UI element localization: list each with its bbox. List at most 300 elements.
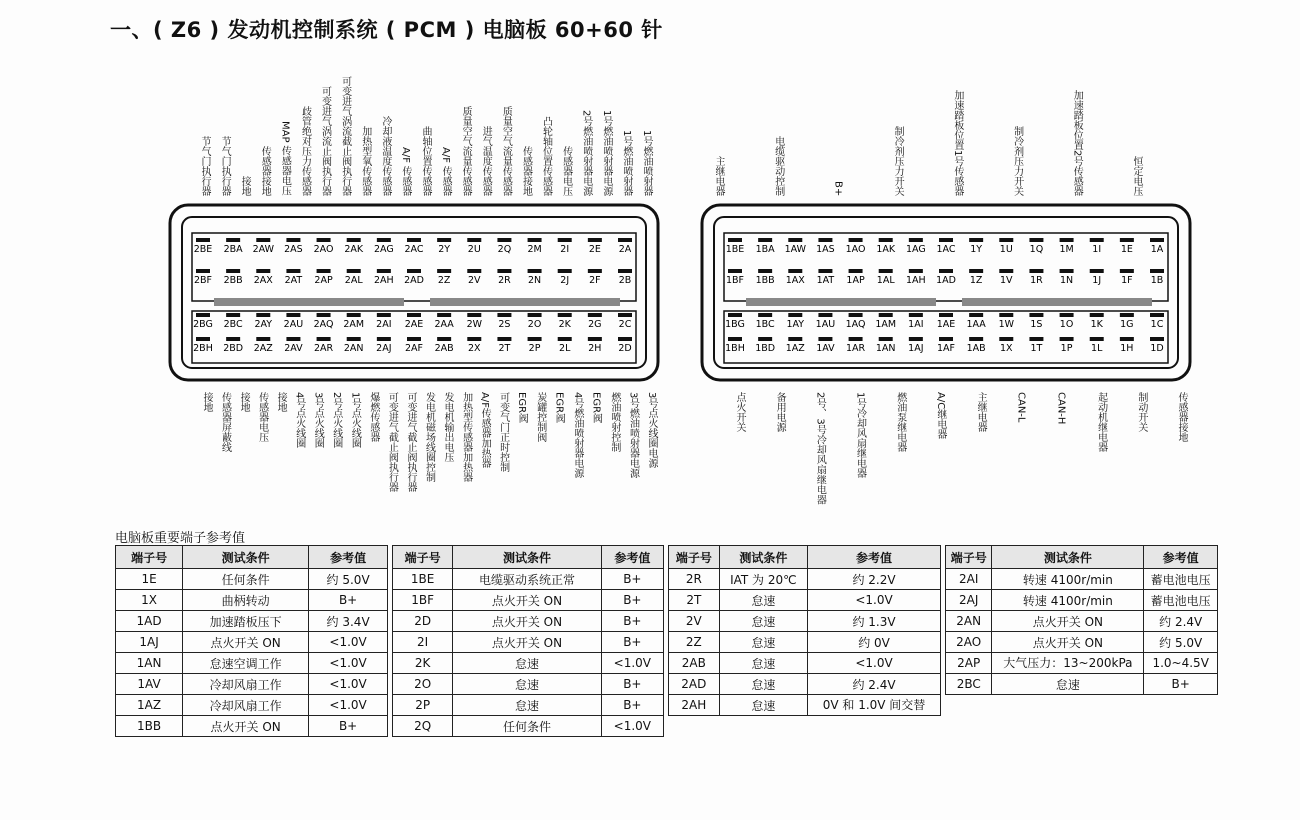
condition-cell: 怠速 xyxy=(992,674,1144,695)
pin-marker xyxy=(497,337,511,341)
pin-marker xyxy=(256,238,270,242)
condition-cell: 点火开关 ON xyxy=(453,632,601,653)
pin-marker xyxy=(818,313,832,317)
pin-label: 1AI xyxy=(908,319,924,330)
pin-marker xyxy=(969,337,983,341)
value-cell: 约 2.2V xyxy=(808,569,941,590)
pin-label: 2F xyxy=(589,275,601,286)
value-cell: B+ xyxy=(309,590,388,611)
terminal-cell: 1AV xyxy=(116,674,183,695)
pin-marker xyxy=(558,313,572,317)
value-cell: B+ xyxy=(601,611,663,632)
pin-marker xyxy=(939,337,953,341)
pin-marker xyxy=(618,337,632,341)
right-bottom-label: CAN-L xyxy=(1015,392,1027,423)
pin-label: 2S xyxy=(498,319,511,330)
pin-marker xyxy=(999,238,1013,242)
left-bottom-label: 传感器电压 xyxy=(256,392,268,442)
table-row xyxy=(393,674,664,695)
pin-marker xyxy=(879,238,893,242)
pin-label: 2AM xyxy=(343,319,365,330)
pin-label: 1F xyxy=(1121,275,1133,286)
table-row xyxy=(669,569,941,590)
pin-label: 1M xyxy=(1059,244,1074,255)
reference-table-title: 电脑板重要端子参考值 xyxy=(115,531,246,546)
left-bottom-label: A/F传感器加热器 xyxy=(479,392,491,468)
left-bottom-label: 爆燃传感器 xyxy=(367,392,379,442)
left-top-label: 节气门执行器 xyxy=(219,136,231,196)
pin-marker xyxy=(317,269,331,273)
pin-label: 2AN xyxy=(343,343,364,354)
value-cell: B+ xyxy=(601,569,663,590)
left-bottom-label: 炭罐控制阀 xyxy=(534,392,546,442)
left-top-label: 2号燃油喷射器电源 xyxy=(580,109,592,196)
value-cell: 约 1.3V xyxy=(808,611,941,632)
pin-label: 2D xyxy=(618,343,632,354)
table-row xyxy=(946,611,1218,632)
condition-cell: 转速 4100r/min xyxy=(992,569,1144,590)
table-row xyxy=(393,632,664,653)
left-top-label: 曲轴位置传感器 xyxy=(420,126,431,196)
pin-label: 2R xyxy=(498,275,511,286)
pin-label: 2AY xyxy=(254,319,273,330)
value-cell: B+ xyxy=(601,632,663,653)
pin-label: 2H xyxy=(588,343,602,354)
terminal-cell: 2O xyxy=(393,674,453,695)
left-bottom-label: 4号燃油喷射器电源 xyxy=(571,392,583,479)
left-bottom-label: 可变进气截止阀执行器 xyxy=(386,392,398,492)
right-bottom-label: 主继电器 xyxy=(975,392,987,432)
left-bottom-label: 接地 xyxy=(275,392,287,412)
condition-cell: 大气压力：13~200kPa xyxy=(992,653,1144,674)
table-row xyxy=(116,611,388,632)
left-bottom-label: 发电机磁场线圈控制 xyxy=(423,392,435,482)
pin-marker xyxy=(377,269,391,273)
pin-marker xyxy=(1120,313,1134,317)
right-top-label: B+ xyxy=(832,180,844,196)
pin-label: 2AV xyxy=(284,343,303,354)
terminal-cell: 2R xyxy=(669,569,720,590)
terminal-cell: 1AJ xyxy=(116,632,183,653)
left-bottom-label: 接地 xyxy=(238,392,250,412)
value-cell: 约 5.0V xyxy=(309,569,388,590)
pin-label: 2AE xyxy=(404,319,424,330)
pin-marker xyxy=(467,238,481,242)
pin-label: 2AL xyxy=(344,275,363,286)
terminal-cell: 1X xyxy=(116,590,183,611)
pin-label: 2L xyxy=(559,343,571,354)
left-top-label: 凸轮轴位置传感器 xyxy=(540,116,552,196)
pin-marker xyxy=(999,269,1013,273)
left-bottom-label: EGR阀 xyxy=(590,392,602,424)
pin-label: 2E xyxy=(588,244,601,255)
gray-bar xyxy=(962,298,1152,306)
pin-label: 1AW xyxy=(784,244,806,255)
pin-label: 1AY xyxy=(786,319,805,330)
terminal-cell: 2K xyxy=(393,653,453,674)
terminal-cell: 2AN xyxy=(946,611,992,632)
left-top-label: A/F 传感器 xyxy=(399,146,411,196)
pin-marker xyxy=(1090,269,1104,273)
pin-label: 1AT xyxy=(816,275,835,286)
pin-label: 2AF xyxy=(404,343,424,354)
pin-label: 2G xyxy=(588,319,602,330)
condition-cell: 怠速 xyxy=(719,632,807,653)
pin-marker xyxy=(728,269,742,273)
pin-marker xyxy=(849,238,863,242)
reference-table xyxy=(115,545,388,737)
value-cell: 蓄电池电压 xyxy=(1144,569,1218,590)
pin-marker xyxy=(437,238,451,242)
pin-label: 2AA xyxy=(434,319,454,330)
table-row xyxy=(393,653,664,674)
pin-marker xyxy=(909,313,923,317)
pin-marker xyxy=(467,337,481,341)
pin-label: 1Q xyxy=(1029,244,1044,255)
table-row xyxy=(116,569,388,590)
pin-marker xyxy=(1060,337,1074,341)
pin-label: 2J xyxy=(560,275,570,286)
pin-label: 1AS xyxy=(816,244,835,255)
pin-label: 1AG xyxy=(905,244,926,255)
pin-marker xyxy=(1060,238,1074,242)
pin-label: 2N xyxy=(527,275,542,286)
table-header: 测试条件 xyxy=(719,546,807,569)
left-bottom-label: 可变进气截止阀执行器 xyxy=(404,392,416,492)
gray-bar xyxy=(214,298,404,306)
pin-label: 1S xyxy=(1030,319,1043,330)
pin-label: 2B xyxy=(618,275,632,286)
left-bottom-label: 接地 xyxy=(201,392,212,412)
pin-label: 1I xyxy=(1092,244,1102,255)
pin-label: 2BE xyxy=(193,244,213,255)
terminal-cell: 2I xyxy=(393,632,453,653)
pin-marker xyxy=(939,313,953,317)
left-bottom-label: 3号点火线圈电源 xyxy=(646,392,657,469)
pin-marker xyxy=(226,238,240,242)
pin-label: 2C xyxy=(618,319,632,330)
left-top-label: 质量空气流量传感器 xyxy=(460,106,472,196)
table-header: 参考值 xyxy=(309,546,388,569)
pin-label: 1D xyxy=(1150,343,1164,354)
pin-label: 1AE xyxy=(936,319,956,330)
value-cell: 约 2.4V xyxy=(808,674,941,695)
terminal-cell: 2P xyxy=(393,695,453,716)
terminal-cell: 2AP xyxy=(946,653,992,674)
condition-cell: 点火开关 ON xyxy=(992,611,1144,632)
terminal-cell: 1BF xyxy=(393,590,453,611)
terminal-cell: 2AO xyxy=(946,632,992,653)
pin-marker xyxy=(196,269,210,273)
pin-label: 1AB xyxy=(966,343,986,354)
left-bottom-label: 加热型传感器加热器 xyxy=(460,392,472,482)
pin-marker xyxy=(1150,313,1164,317)
pin-label: 2BB xyxy=(223,275,243,286)
right-top-label: 电缆驱动控制 xyxy=(772,136,784,196)
pin-marker xyxy=(969,313,983,317)
gray-bar xyxy=(430,298,620,306)
left-top-label: 1号燃油喷射器电源 xyxy=(600,109,612,196)
condition-cell: 怠速 xyxy=(719,695,807,716)
table-row xyxy=(669,611,941,632)
terminal-cell: 1AN xyxy=(116,653,183,674)
right-bottom-label: 备用电源 xyxy=(774,392,786,432)
pin-label: 2A xyxy=(618,244,632,255)
left-bottom-label: 1号点火线圈 xyxy=(349,392,361,449)
table-row xyxy=(393,590,664,611)
left-top-label: 1号燃油喷射器 xyxy=(641,129,652,196)
value-cell: <1.0V xyxy=(601,716,663,737)
pin-marker xyxy=(558,337,572,341)
pin-marker xyxy=(849,269,863,273)
left-top-label: 质量空气流量传感器 xyxy=(500,106,512,196)
pin-label: 2O xyxy=(527,319,542,330)
table-header: 参考值 xyxy=(1144,546,1218,569)
pin-marker xyxy=(728,337,742,341)
pin-marker xyxy=(558,269,572,273)
terminal-cell: 2AB xyxy=(669,653,720,674)
pin-marker xyxy=(437,337,451,341)
pin-marker xyxy=(1120,238,1134,242)
value-cell: <1.0V xyxy=(309,653,388,674)
pin-label: 2U xyxy=(467,244,481,255)
pin-marker xyxy=(1120,337,1134,341)
left-top-label: 传感器接地 xyxy=(259,146,271,196)
terminal-cell: 2AD xyxy=(669,674,720,695)
condition-cell: 点火开关 ON xyxy=(453,590,601,611)
pin-marker xyxy=(849,337,863,341)
pin-label: 1W xyxy=(998,319,1015,330)
pin-label: 2Q xyxy=(497,244,512,255)
left-top-label: 接地 xyxy=(239,176,251,196)
pin-marker xyxy=(196,313,210,317)
pin-label: 1Y xyxy=(970,244,983,255)
pin-label: 2Y xyxy=(438,244,451,255)
table-row xyxy=(393,716,664,737)
pin-label: 2AP xyxy=(314,275,333,286)
pin-marker xyxy=(407,313,421,317)
terminal-cell: 2AJ xyxy=(946,590,992,611)
pin-label: 1C xyxy=(1150,319,1164,330)
condition-cell: 点火开关 ON xyxy=(183,632,309,653)
table-row xyxy=(116,632,388,653)
pin-label: 2M xyxy=(527,244,542,255)
terminal-cell: 1BB xyxy=(116,716,183,737)
value-cell: <1.0V xyxy=(309,674,388,695)
terminal-cell: 2D xyxy=(393,611,453,632)
pin-marker xyxy=(758,313,772,317)
pin-label: 1A xyxy=(1150,244,1164,255)
pin-label: 1G xyxy=(1120,319,1134,330)
pin-marker xyxy=(528,313,542,317)
pin-label: 2AG xyxy=(373,244,394,255)
right-top-label: 制冷剂压力开关 xyxy=(1011,126,1023,196)
condition-cell: 冷却风扇工作 xyxy=(183,695,309,716)
pin-marker xyxy=(1150,238,1164,242)
pin-marker xyxy=(588,313,602,317)
pin-label: 2T xyxy=(498,343,511,354)
pin-marker xyxy=(497,238,511,242)
pin-label: 1AK xyxy=(876,244,896,255)
terminal-cell: 2AH xyxy=(669,695,720,716)
pin-marker xyxy=(788,269,802,273)
left-connector xyxy=(170,205,658,380)
pin-marker xyxy=(497,269,511,273)
pin-label: 1AF xyxy=(936,343,956,354)
condition-cell: 怠速空调工作 xyxy=(183,653,309,674)
pin-label: 2AI xyxy=(376,319,392,330)
pin-marker xyxy=(377,238,391,242)
table-row xyxy=(669,632,941,653)
table-row xyxy=(946,653,1218,674)
condition-cell: 点火开关 ON xyxy=(183,716,309,737)
table-row xyxy=(669,653,941,674)
table-header: 测试条件 xyxy=(453,546,601,569)
value-cell: 约 0V xyxy=(808,632,941,653)
pin-marker xyxy=(788,337,802,341)
table-row xyxy=(669,695,941,716)
table-row xyxy=(946,674,1218,695)
pin-label: 1AN xyxy=(875,343,896,354)
right-bottom-label: 点火开关 xyxy=(734,392,745,432)
pin-marker xyxy=(256,337,270,341)
left-bottom-label: 传感器屏蔽线 xyxy=(219,392,231,452)
table-header: 端子号 xyxy=(946,546,992,569)
pin-marker xyxy=(758,269,772,273)
pin-label: 1AR xyxy=(845,343,866,354)
right-top-label: 恒定电压 xyxy=(1131,156,1142,196)
table-header: 测试条件 xyxy=(992,546,1144,569)
condition-cell: 怠速 xyxy=(719,611,807,632)
pin-label: 2AJ xyxy=(376,343,392,354)
pin-marker xyxy=(999,337,1013,341)
pin-label: 1AP xyxy=(846,275,865,286)
pin-label: 2AK xyxy=(344,244,364,255)
pin-marker xyxy=(1150,269,1164,273)
table-header: 端子号 xyxy=(116,546,183,569)
condition-cell: 曲柄转动 xyxy=(183,590,309,611)
pin-marker xyxy=(818,337,832,341)
table-header: 参考值 xyxy=(601,546,663,569)
pin-label: 1AU xyxy=(815,319,836,330)
pin-label: 1BB xyxy=(755,275,775,286)
pin-marker xyxy=(407,269,421,273)
left-top-label: 传感器接地 xyxy=(520,146,532,196)
table-row xyxy=(669,674,941,695)
right-bottom-label: 起动机继电器 xyxy=(1095,392,1107,452)
reference-table xyxy=(668,545,941,716)
pin-label: 1T xyxy=(1030,343,1043,354)
left-top-label: 冷却液温度传感器 xyxy=(379,116,391,196)
pin-label: 1X xyxy=(1000,343,1013,354)
value-cell: <1.0V xyxy=(808,590,941,611)
left-bottom-label: 3号燃油喷射器电源 xyxy=(627,392,639,479)
pin-marker xyxy=(437,269,451,273)
right-bottom-label: 1号冷却风扇继电器 xyxy=(854,392,866,479)
table-row xyxy=(946,590,1218,611)
pin-marker xyxy=(467,313,481,317)
table-row xyxy=(116,716,388,737)
pin-label: 2AD xyxy=(404,275,424,286)
pin-marker xyxy=(407,337,421,341)
pin-marker xyxy=(377,337,391,341)
left-top-label: 传感器电压 xyxy=(560,146,572,196)
pin-marker xyxy=(286,238,300,242)
pin-label: 1BF xyxy=(725,275,745,286)
pin-marker xyxy=(347,337,361,341)
table-row xyxy=(116,674,388,695)
pin-marker xyxy=(618,313,632,317)
right-bottom-label: A/C继电器 xyxy=(934,392,946,440)
left-bottom-label: 3号点火线圈 xyxy=(312,392,324,449)
pin-marker xyxy=(1120,269,1134,273)
pin-marker xyxy=(849,313,863,317)
left-top-label: 节气门执行器 xyxy=(199,136,210,196)
pin-marker xyxy=(758,337,772,341)
pin-marker xyxy=(347,313,361,317)
terminal-cell: 1AD xyxy=(116,611,183,632)
terminal-cell: 2V xyxy=(669,611,720,632)
pin-label: 2I xyxy=(560,244,570,255)
pin-marker xyxy=(377,313,391,317)
condition-cell: 怠速 xyxy=(453,674,601,695)
pin-label: 2BF xyxy=(193,275,213,286)
pin-marker xyxy=(588,337,602,341)
left-top-label: 加热型氧传感器 xyxy=(359,126,371,196)
pin-marker xyxy=(196,238,210,242)
terminal-cell: 2AI xyxy=(946,569,992,590)
terminal-cell: 1E xyxy=(116,569,183,590)
terminal-cell: 1BE xyxy=(393,569,453,590)
pin-marker xyxy=(728,313,742,317)
pin-label: 1AV xyxy=(816,343,835,354)
value-cell: B+ xyxy=(601,695,663,716)
pin-label: 1O xyxy=(1059,319,1074,330)
pin-marker xyxy=(969,269,983,273)
right-top-label: 加速踏板位置1号传感器 xyxy=(951,89,963,196)
condition-cell: 怠速 xyxy=(453,653,601,674)
left-top-label: MAP 传感器电压 xyxy=(279,121,291,196)
pin-marker xyxy=(317,313,331,317)
pin-marker xyxy=(1150,337,1164,341)
pin-label: 1U xyxy=(999,244,1013,255)
right-bottom-label: 传感器接地 xyxy=(1176,392,1187,442)
pin-label: 1AC xyxy=(936,244,956,255)
pin-label: 2AW xyxy=(252,244,274,255)
pin-marker xyxy=(588,269,602,273)
right-bottom-label: 2号、3号冷却风扇继电器 xyxy=(814,392,826,505)
left-bottom-label: EGR阀 xyxy=(553,392,565,424)
table-row xyxy=(393,569,664,590)
pin-label: 2W xyxy=(466,319,483,330)
pin-label: 2AO xyxy=(313,244,334,255)
pin-label: 2AH xyxy=(374,275,394,286)
pin-label: 1AJ xyxy=(908,343,924,354)
pin-marker xyxy=(818,269,832,273)
pin-label: 1AA xyxy=(966,319,986,330)
pin-label: 1AO xyxy=(845,244,866,255)
pin-marker xyxy=(588,238,602,242)
pin-marker xyxy=(1090,238,1104,242)
pin-marker xyxy=(497,313,511,317)
condition-cell: 转速 4100r/min xyxy=(992,590,1144,611)
pin-label: 1BG xyxy=(725,319,745,330)
pin-marker xyxy=(407,238,421,242)
value-cell: <1.0V xyxy=(309,632,388,653)
pin-label: 1AX xyxy=(785,275,805,286)
right-bottom-label: 制动开关 xyxy=(1135,392,1147,432)
pin-label: 1AM xyxy=(875,319,897,330)
